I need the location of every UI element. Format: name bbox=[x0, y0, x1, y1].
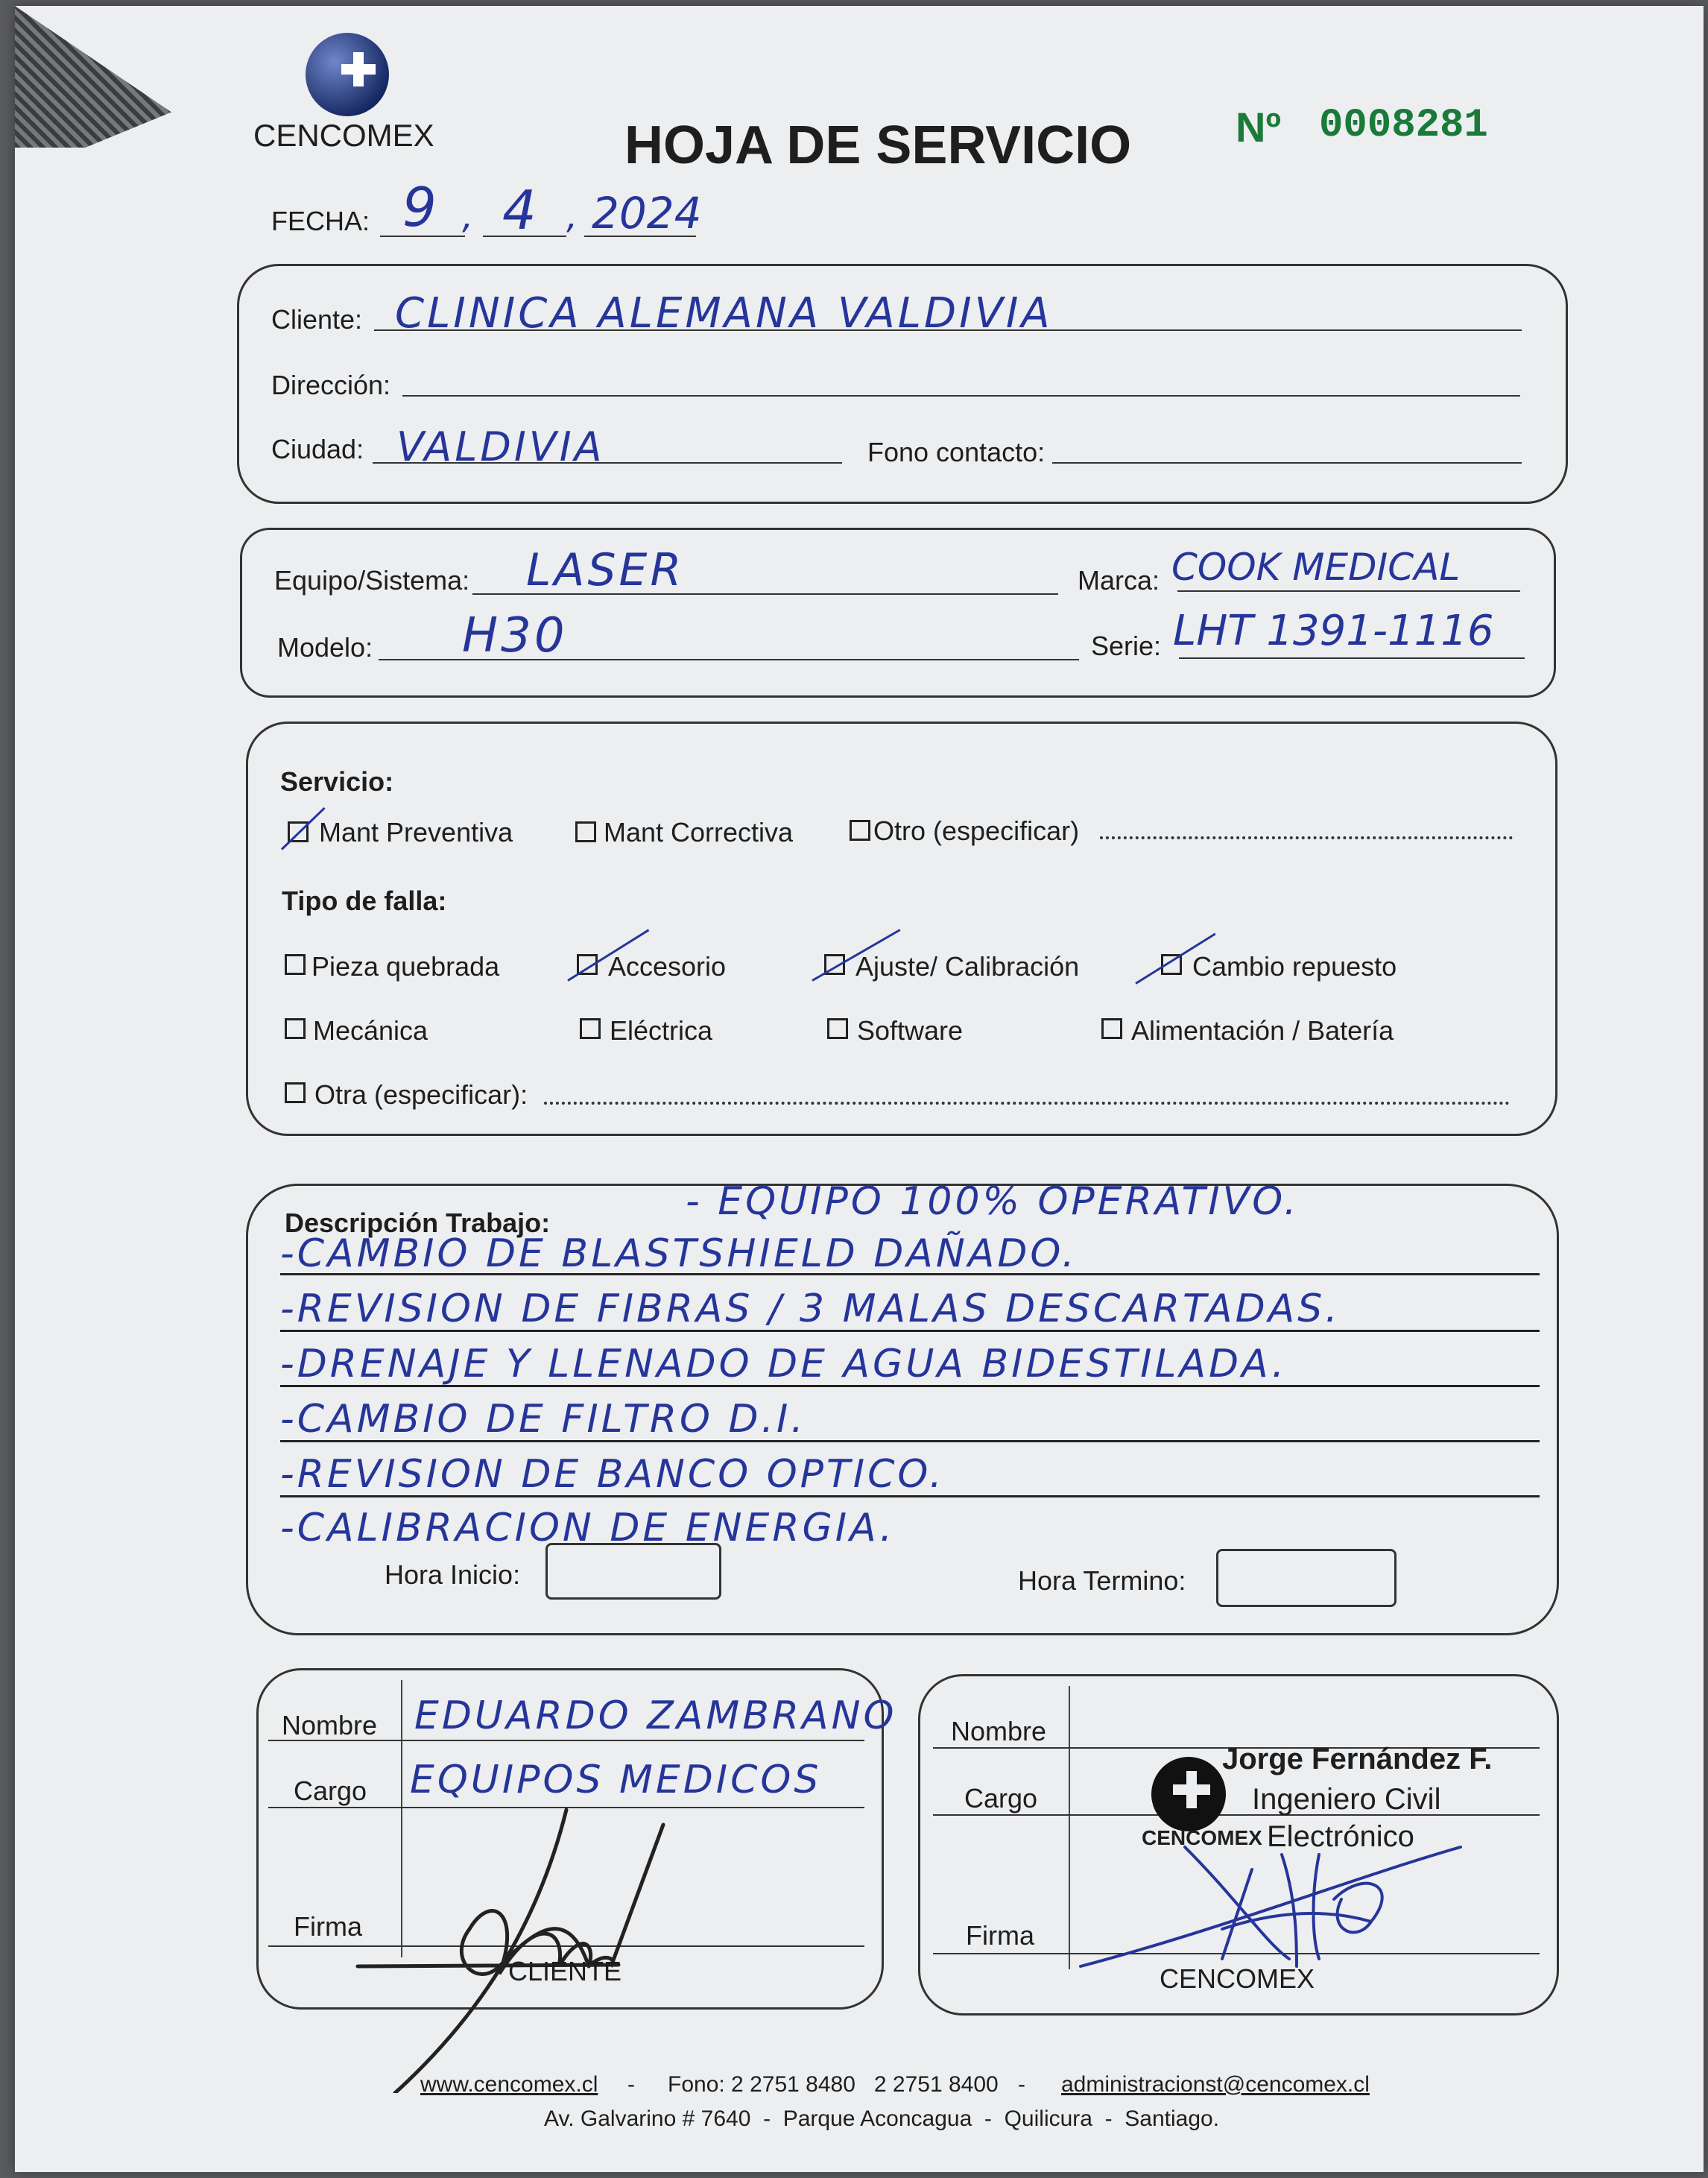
option-alimentacion-bateria: Alimentación / Batería bbox=[1131, 1015, 1394, 1046]
sheet-number: 0008281 bbox=[1319, 103, 1488, 148]
fecha-year: 2024 bbox=[592, 188, 702, 239]
marca-line bbox=[1177, 590, 1520, 592]
stamp-company: CENCOMEX bbox=[1142, 1826, 1262, 1849]
client-nombre-value: EDUARDO ZAMBRANO bbox=[414, 1694, 897, 1738]
option-otra: Otra (especificar): bbox=[314, 1079, 528, 1110]
service-sheet bbox=[15, 6, 1704, 2172]
option-mant-correctiva: Mant Correctiva bbox=[604, 817, 794, 847]
marca-value: COOK MEDICAL bbox=[1171, 546, 1461, 589]
footer-separator: - bbox=[1018, 2072, 1025, 2097]
hora-termino-field[interactable] bbox=[1216, 1549, 1397, 1607]
stamp-name: Jorge Fernández F. bbox=[1222, 1743, 1493, 1775]
descripcion-line-3: -REVISION DE FIBRAS / 3 MALAS DESCARTADAS. bbox=[280, 1287, 1341, 1331]
footer-email-link[interactable]: administracionst@cencomex.cl bbox=[1061, 2072, 1370, 2097]
page-title: HOJA DE SERVICIO bbox=[624, 116, 1132, 175]
equipo-label: Equipo/Sistema: bbox=[274, 565, 470, 596]
fono-label: Fono contacto: bbox=[867, 437, 1046, 467]
option-electrica: Eléctrica bbox=[610, 1015, 713, 1046]
option-cambio-repuesto: Cambio repuesto bbox=[1192, 951, 1397, 982]
ciudad-label: Ciudad: bbox=[271, 434, 364, 464]
servicio-label: Servicio: bbox=[280, 766, 394, 797]
footer-web-link[interactable]: www.cencomex.cl bbox=[420, 2072, 598, 2097]
equipo-value: LASER bbox=[526, 544, 685, 596]
descripcion-line-6: -REVISION DE BANCO OPTICO. bbox=[280, 1452, 945, 1497]
descripcion-line-4: -DRENAJE Y LLENADO DE AGUA BIDESTILADA. bbox=[280, 1342, 1288, 1386]
option-software: Software bbox=[857, 1015, 964, 1046]
serie-line bbox=[1179, 657, 1525, 659]
fecha-sep-1: , bbox=[462, 195, 477, 237]
checkbox-electrica[interactable] bbox=[580, 1018, 601, 1039]
fecha-label: FECHA: bbox=[271, 206, 370, 236]
descripcion-label: Descripción Trabajo: bbox=[285, 1208, 551, 1238]
cencomex-firma-label: Firma bbox=[966, 1920, 1034, 1951]
descripcion-line-2: -CAMBIO DE BLASTSHIELD DAÑADO. bbox=[280, 1231, 1078, 1276]
option-ajuste-calibracion: Ajuste/ Calibración bbox=[855, 951, 1080, 982]
footer-separator: - bbox=[627, 2072, 635, 2097]
cencomex-signature-divider bbox=[1069, 1686, 1070, 1969]
service-box bbox=[246, 722, 1557, 1136]
cencomex-nombre-label: Nombre bbox=[951, 1716, 1047, 1746]
otro-dotted-line bbox=[1100, 836, 1513, 839]
direccion-label: Dirección: bbox=[271, 370, 391, 400]
hora-termino-label: Hora Termino: bbox=[1018, 1565, 1186, 1596]
client-cargo-label: Cargo bbox=[294, 1775, 367, 1806]
option-accesorio: Accesorio bbox=[608, 951, 727, 982]
modelo-label: Modelo: bbox=[277, 632, 373, 663]
cliente-value: CLINICA ALEMANA VALDIVIA bbox=[395, 289, 1053, 338]
hora-inicio-field[interactable] bbox=[545, 1543, 721, 1600]
tipo-falla-label: Tipo de falla: bbox=[282, 886, 447, 916]
checkbox-otra[interactable] bbox=[285, 1082, 306, 1103]
company-name: CENCOMEX bbox=[253, 118, 434, 153]
client-signature-footer: CLIENTE bbox=[508, 1956, 622, 1986]
client-nombre-label: Nombre bbox=[282, 1710, 378, 1740]
background-fabric bbox=[15, 6, 171, 148]
cencomex-logo-icon bbox=[295, 30, 399, 127]
footer-address: Av. Galvarino # 7640 - Parque Aconcagua - Quilicura - Santiago. bbox=[544, 2106, 1220, 2131]
modelo-value: H30 bbox=[462, 608, 568, 663]
number-label: Nº bbox=[1236, 104, 1281, 151]
checkbox-software[interactable] bbox=[827, 1018, 848, 1039]
checkbox-mant-correctiva[interactable] bbox=[575, 821, 596, 842]
stamp-title-1: Ingeniero Civil bbox=[1252, 1783, 1441, 1816]
checkbox-otro[interactable] bbox=[850, 820, 870, 841]
option-mant-preventiva: Mant Preventiva bbox=[319, 817, 513, 847]
descripcion-line-1: - EQUIPO 100% OPERATIVO. bbox=[686, 1179, 1300, 1224]
client-firma-label: Firma bbox=[294, 1911, 362, 1942]
client-cargo-value: EQUIPOS MEDICOS bbox=[410, 1758, 822, 1802]
descripcion-line-5: -CAMBIO DE FILTRO D.I. bbox=[280, 1397, 806, 1442]
option-mecanica: Mecánica bbox=[313, 1015, 428, 1046]
direccion-line bbox=[402, 395, 1520, 397]
option-otro: Otro (especificar) bbox=[873, 815, 1080, 846]
cencomex-cargo-label: Cargo bbox=[964, 1783, 1038, 1814]
checkbox-pieza-quebrada[interactable] bbox=[285, 954, 306, 975]
descripcion-line-7: -CALIBRACION DE ENERGIA. bbox=[280, 1506, 896, 1550]
cencomex-signature-footer: CENCOMEX bbox=[1160, 1963, 1315, 1994]
serie-label: Serie: bbox=[1091, 631, 1162, 661]
ciudad-value: VALDIVIA bbox=[396, 423, 605, 470]
client-signature-icon bbox=[343, 1780, 790, 2093]
fecha-day: 9 bbox=[402, 176, 440, 239]
fecha-sep-2: , bbox=[566, 195, 581, 237]
footer-phones: Fono: 2 2751 8480 2 2751 8400 bbox=[668, 2072, 999, 2097]
checkbox-mecanica[interactable] bbox=[285, 1018, 306, 1039]
checkbox-alimentacion-bateria[interactable] bbox=[1101, 1018, 1122, 1039]
fecha-month: 4 bbox=[502, 179, 540, 242]
fono-line bbox=[1052, 462, 1522, 464]
cencomex-signature-icon bbox=[1073, 1810, 1490, 1981]
stamp-title-2: Electrónico bbox=[1267, 1820, 1414, 1853]
serie-value: LHT 1391-1116 bbox=[1173, 607, 1494, 655]
option-pieza-quebrada: Pieza quebrada bbox=[311, 951, 500, 982]
otra-dotted-line bbox=[544, 1102, 1510, 1105]
cliente-label: Cliente: bbox=[271, 304, 363, 335]
hora-inicio-label: Hora Inicio: bbox=[385, 1559, 521, 1590]
marca-label: Marca: bbox=[1078, 565, 1160, 596]
